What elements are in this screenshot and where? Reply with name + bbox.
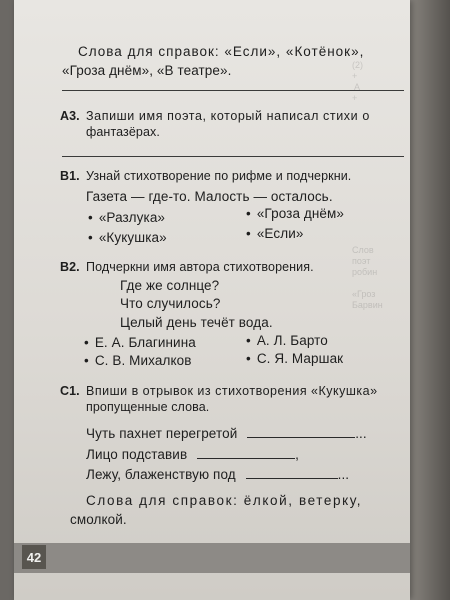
fill-blank[interactable] — [246, 468, 338, 479]
task-text: Впиши в отрывок из стихотворения «Кукушка» — [86, 384, 378, 398]
verse-end: ... — [355, 426, 367, 441]
task-text: фантазёрах. — [86, 125, 160, 139]
verse-line — [86, 426, 367, 441]
next-page-shadow — [408, 0, 450, 600]
verse-line — [86, 467, 349, 482]
page-number: 42 — [22, 545, 46, 569]
author-option[interactable]: • А. Л. Барто — [246, 333, 328, 348]
verse-end: , — [295, 447, 299, 462]
poem-line: Что случилось? — [120, 296, 221, 311]
footer-band — [14, 543, 410, 573]
hint-line: смолкой. — [70, 512, 127, 527]
verse-text: Лежу, блаженствую под — [86, 467, 236, 482]
rhyme-text: Газета — где-то. Малость — осталось. — [86, 189, 333, 204]
poem-line: Где же солнце? — [120, 278, 220, 293]
task-text: Узнай стихотворение по рифме и подчеркни. — [86, 169, 352, 183]
fill-blank[interactable] — [197, 448, 295, 459]
option-item[interactable]: • «Гроза днём» — [246, 206, 344, 221]
verse-end: ... — [337, 467, 350, 482]
answer-line — [62, 90, 404, 91]
hint-line: Слова для справок: ёлкой, ветерку, — [86, 493, 363, 508]
show-through-text: Слов поэт робин «Гроз Барвин — [352, 245, 383, 310]
verse-text: Лицо подставив — [86, 447, 188, 462]
answer-line — [62, 156, 404, 157]
task-label: С1. — [60, 384, 80, 398]
author-option[interactable]: • С. Я. Маршак — [246, 351, 343, 366]
verse-text: Чуть пахнет перегретой — [86, 426, 238, 441]
hint-line: Слова для справок: «Если», «Котёнок», — [78, 44, 365, 59]
task-text: Подчеркни имя автора стихотворения. — [86, 260, 314, 274]
verse-line — [86, 447, 299, 462]
task-text: пропущенные слова. — [86, 400, 210, 414]
option-item[interactable]: • «Если» — [246, 226, 303, 241]
author-option[interactable]: • С. В. Михалков — [84, 353, 192, 368]
task-label: В2. — [60, 260, 80, 274]
task-label: А3. — [60, 109, 80, 123]
option-item[interactable]: • «Разлука» — [88, 210, 165, 225]
hint-line: «Гроза днём», «В театре». — [62, 63, 232, 78]
workbook-page — [14, 0, 410, 600]
author-option[interactable]: • Е. А. Благинина — [84, 335, 196, 350]
task-label: В1. — [60, 169, 80, 183]
task-text: Запиши имя поэта, который написал стихи о — [86, 109, 370, 123]
fill-blank[interactable] — [247, 427, 355, 438]
poem-line: Целый день течёт вода. — [120, 315, 273, 330]
show-through-text: (2) + A + — [352, 60, 363, 103]
option-item[interactable]: • «Кукушка» — [88, 230, 167, 245]
